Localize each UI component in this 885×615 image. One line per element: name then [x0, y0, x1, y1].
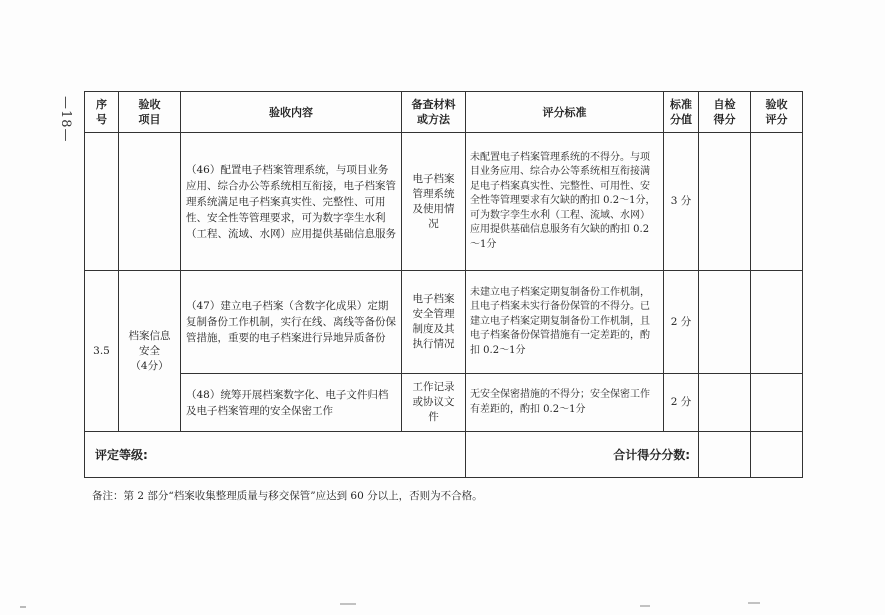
- score-46: 3 分: [664, 133, 699, 271]
- self-check-47: [699, 271, 751, 374]
- content-46: （46）配置电子档案管理系统，与项目业务应用、综合办公等系统相互衔接，电子档案管理系统满足电子档案真实性、完整性、可用性、安全性等管理要求，可为数字孪生水利（工程、流域、水网）应用提供基础信息服务: [181, 133, 402, 271]
- grade-label: 评定等级:: [85, 432, 466, 478]
- table-row-48: [85, 374, 803, 432]
- content-48: （48）统筹开展档案数字化、电子文件归档及电子档案管理的安全保密工作: [181, 374, 402, 432]
- self-check-48: [699, 374, 751, 432]
- review-48: [751, 374, 803, 432]
- header-item: 验收 项目: [119, 92, 181, 133]
- header-row: [85, 92, 803, 133]
- header-criteria: 评分标准: [466, 92, 664, 133]
- acceptance-table: [84, 91, 803, 478]
- header-method: 备查材料 或方法: [402, 92, 466, 133]
- footer-note: 备注：第 2 部分“档案收集整理质量与移交保管”应达到 60 分以上，否则为不合格。: [92, 490, 483, 502]
- content-47: （47）建立电子档案（含数字化成果）定期复制备份工作机制，实行在线、离线等备份保管措施，重要的电子档案进行异地异质备份: [181, 271, 402, 374]
- review-46: [751, 133, 803, 271]
- table-row-46: [85, 133, 803, 271]
- criteria-46: 未配置电子档案管理系统的不得分。与项目业务应用、综合办公等系统相互衔接满足电子档案真实性、完整性、可用性、安全性等管理要求有欠缺的酌扣 0.2～1分，可为数字孪生水利（工程、流域、水网）应用提供基础信息服务有欠缺的酌扣 0.2～1分: [466, 133, 664, 271]
- header-content: 验收内容: [181, 92, 402, 133]
- self-check-46: [699, 133, 751, 271]
- section-item: 档案信息 安全 （4分）: [119, 271, 181, 432]
- summary-row: [85, 432, 803, 478]
- total-self-check: [699, 432, 751, 478]
- header-self-check: 自检 得分: [699, 92, 751, 133]
- total-review: [751, 432, 803, 478]
- score-48: 2 分: [664, 374, 699, 432]
- section-seq: 3.5: [85, 271, 119, 432]
- header-review-score: 验收 评分: [751, 92, 803, 133]
- header-standard-score: 标准 分值: [664, 92, 699, 133]
- method-48: 工作记录 或协议文 件: [402, 374, 466, 432]
- score-47: 2 分: [664, 271, 699, 374]
- page-number: —18—: [58, 96, 73, 143]
- scan-edge-marks: [0, 598, 885, 615]
- total-score-label: 合计得分分数:: [466, 432, 699, 478]
- seq-cell-empty: [85, 133, 119, 271]
- table-row-47: [85, 271, 803, 374]
- method-47: 电子档案 安全管理 制度及其 执行情况: [402, 271, 466, 374]
- criteria-47: 未建立电子档案定期复制备份工作机制，且电子档案未实行备份保管的不得分。已建立电子档案定期复制备份工作机制，且电子档案备份保管措施有一定差距的，酌扣 0.2～1分: [466, 271, 664, 374]
- header-seq: 序 号: [85, 92, 119, 133]
- review-47: [751, 271, 803, 374]
- method-46: 电子档案 管理系统 及使用情 况: [402, 133, 466, 271]
- criteria-48: 无安全保密措施的不得分；安全保密工作有差距的，酌扣 0.2～1分: [466, 374, 664, 432]
- item-cell-empty: [119, 133, 181, 271]
